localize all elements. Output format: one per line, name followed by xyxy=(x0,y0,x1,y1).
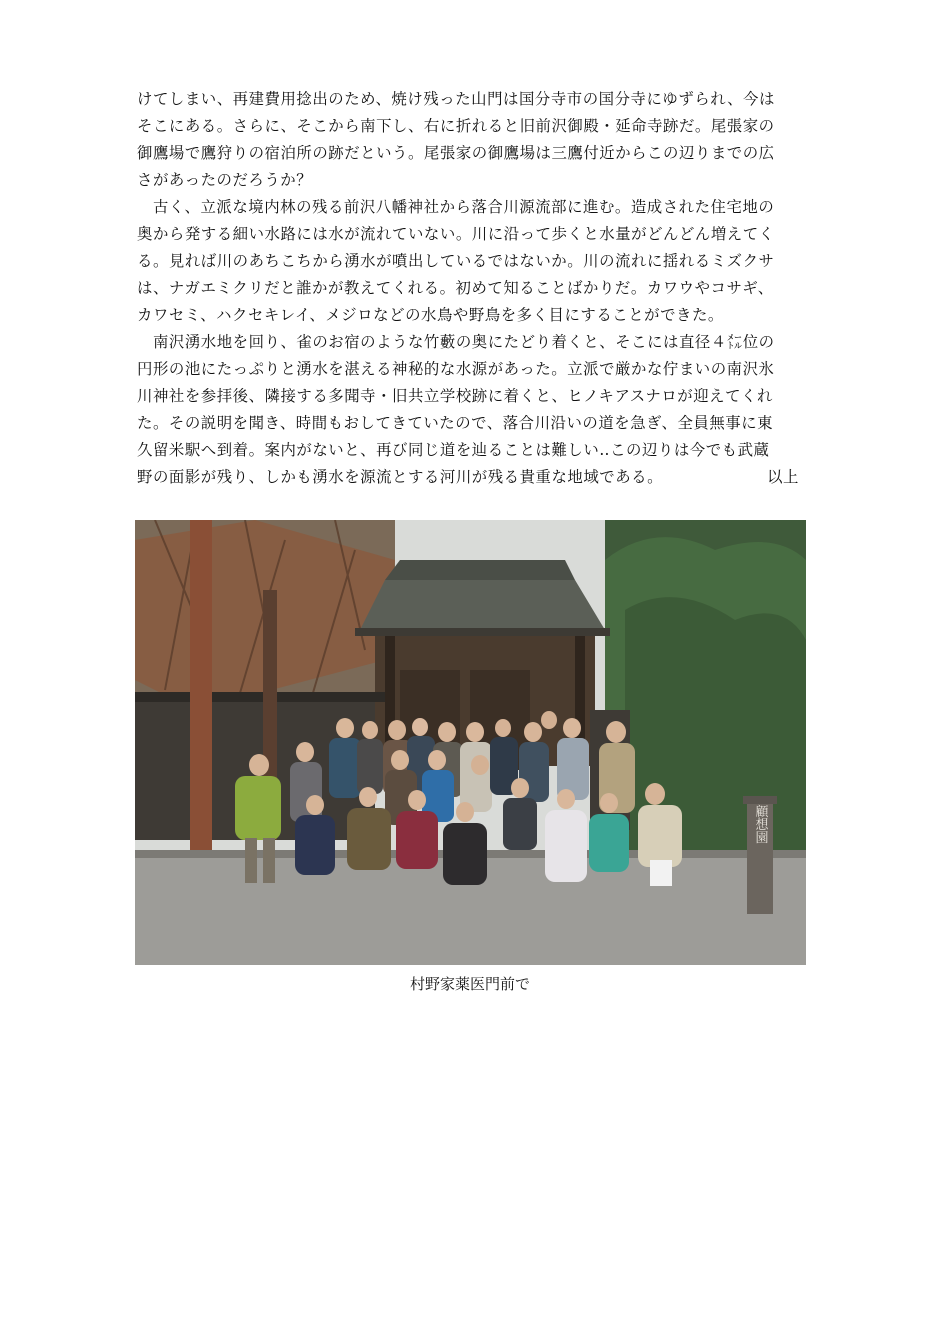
photo-caption: 村野家薬医門前で xyxy=(409,975,530,993)
text-line: た。その説明を聞き、時間もおしてきていたので、落合川沿いの道を急ぎ、全員無事に東 xyxy=(137,414,774,432)
text-line: けてしまい、再建費用捻出のため、焼け残った山門は国分寺市の国分寺にゆずられ、今は xyxy=(137,90,775,108)
signpost-text: 顧想園 xyxy=(752,804,768,844)
text-line: カワセミ、ハクセキレイ、メジロなどの水鳥や野鳥を多く目にすることができた。 xyxy=(137,306,724,324)
text-line: そこにある。さらに、そこから南下し、右に折れると旧前沢御殿・延命寺跡だ。尾張家の xyxy=(137,117,775,135)
text-line: 御鷹場で鷹狩りの宿泊所の跡だという。尾張家の御鷹場は三鷹付近からこの辺りまでの広 xyxy=(137,144,775,162)
text-line: 野の面影が残り、しかも湧水を源流とする河川が残る貴重な地域である。 xyxy=(137,468,664,486)
text-line: 円形の池にたっぷりと湧水を湛える神秘的な水源があった。立派で厳かな佇まいの南沢氷 xyxy=(137,360,775,378)
text-line: 古く、立派な境内林の残る前沢八幡神社から落合川源流部に進む。造成された住宅地の xyxy=(137,198,775,216)
closing-mark: 以上 xyxy=(767,468,799,486)
group-photo xyxy=(135,520,806,965)
text-line: は、ナガエミクリだと誰かが教えてくれる。初めて知ることばかりだ。カワウやコサギ、 xyxy=(137,279,774,297)
text-line: る。見れば川のあちこちから湧水が噴出しているではないか。川の流れに揺れるミズクサ xyxy=(137,252,775,270)
text-line: 川神社を参拝後、隣接する多聞寺・旧共立学校跡に着くと、ヒノキアスナロが迎えてくれ xyxy=(137,387,773,405)
text-line: 奥から発する細い水路には水が流れていない。川に沿って歩くと水量がどんどん増えてく xyxy=(137,225,775,243)
text-line: さがあったのだろうか？ xyxy=(137,171,313,189)
text-line-last xyxy=(137,464,805,491)
body-text xyxy=(137,86,805,491)
text-line: 南沢湧水地を回り、雀のお宿のような竹藪の奥にたどり着くと、そこには直径４㍍位の xyxy=(137,333,775,351)
text-line: 久留米駅へ到着。案内がないと、再び同じ道を辿ることは難しい‥この辺りは今でも武蔵 xyxy=(137,441,770,459)
